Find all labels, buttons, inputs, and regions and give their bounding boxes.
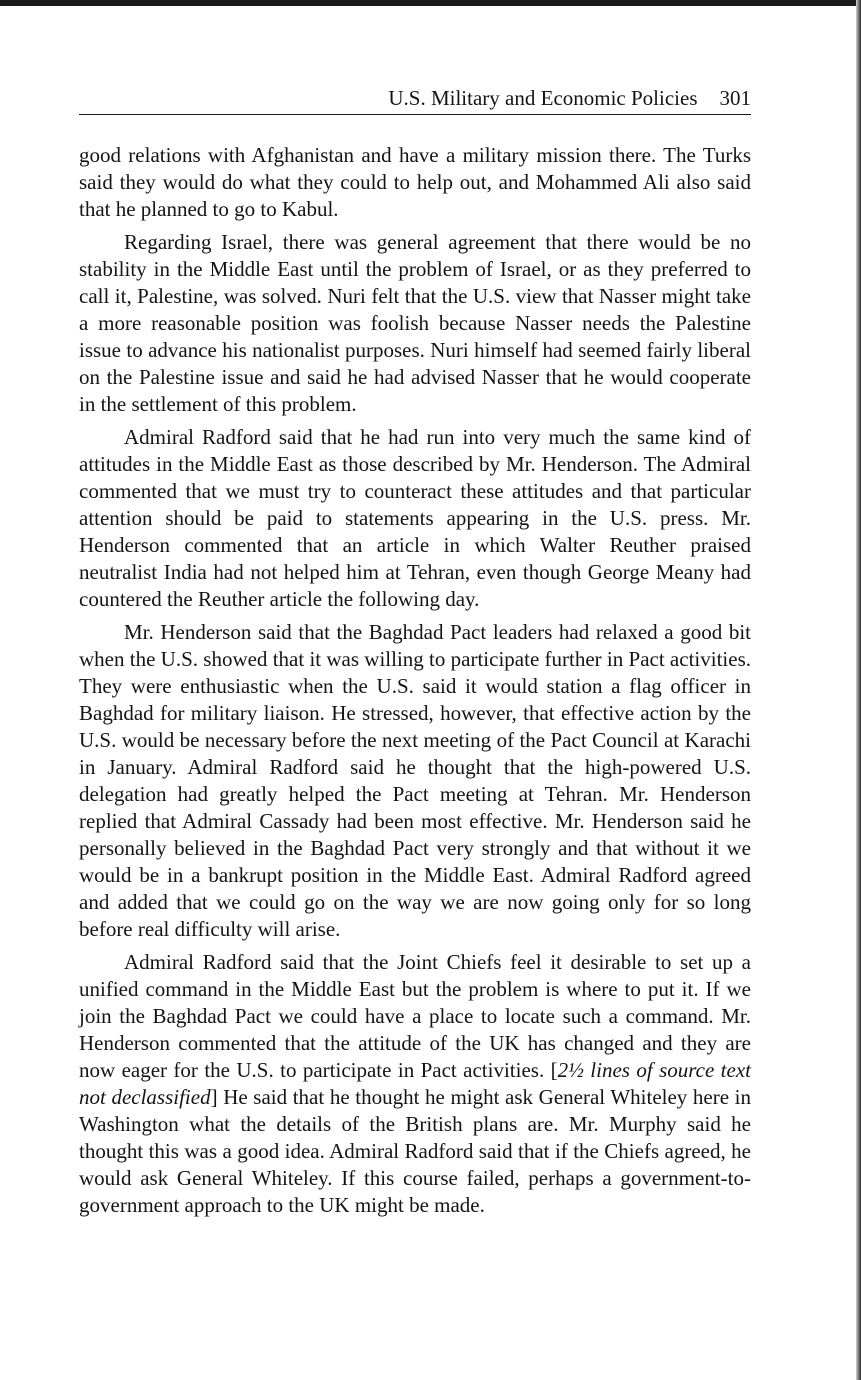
scan-border-top [0, 0, 861, 6]
paragraph-5-part-1: Admiral Radford said that the Joint Chiefs feel it desirable to set up a unified command in the Middle East but the problem is where to put it. If we join the Baghdad Pact we could have a place to locate such a command. Mr. Henderson commented that the attitude of the UK has changed and they are now eager for the U.S. to participate in Pact activities. [ [79, 950, 751, 1082]
running-header-title: U.S. Military and Economic Policies [388, 86, 698, 110]
paragraph-5-part-2: ] He said that he thought he might ask General Whiteley here in Washington what the details of the British plans are. Mr. Murphy said he thought this was a good idea. Admiral Radford said that if the Chiefs agreed, he would ask General Whiteley. If this course failed, perhaps a government-to-government approach to the UK might be made. [79, 1085, 751, 1217]
book-page [79, 84, 751, 1225]
paragraph-5 [79, 949, 751, 1219]
scan-border-right [856, 0, 861, 1380]
running-header [79, 84, 751, 115]
paragraph-4: Mr. Henderson said that the Baghdad Pact leaders had relaxed a good bit when the U.S. showed that it was willing to participate further in Pact activities. They were enthusiastic when the U.S. said it would station a flag officer in Baghdad for military liaison. He stressed, however, that effective action by the U.S. would be necessary before the next meeting of the Pact Council at Karachi in January. Admiral Radford said he thought that the high-powered U.S. delegation had greatly helped the Pact meeting at Tehran. Mr. Henderson replied that Admiral Cassady had been most effective. Mr. Henderson said he personally believed in the Baghdad Pact very strongly and that without it we would be in a bankrupt position in the Middle East. Admiral Radford agreed and added that we could go on the way we are now going only for so long before real difficulty will arise. [79, 620, 751, 941]
paragraph-1: good relations with Afghanistan and have a military mission there. The Turks said they would do what they could to help out, and Mohammed Ali also said that he planned to go to Kabul. [79, 143, 751, 221]
page-number: 301 [719, 86, 751, 110]
paragraph-2: Regarding Israel, there was general agreement that there would be no stability in the Middle East until the problem of Israel, or as they preferred to call it, Palestine, was solved. Nuri felt that the U.S. view that Nasser might take a more reasonable position was foolish because Nasser needs the Palestine issue to advance his nationalist purposes. Nuri himself had seemed fairly liberal on the Palestine issue and said he had advised Nasser that he would cooperate in the settlement of this problem. [79, 230, 751, 416]
paragraph-3: Admiral Radford said that he had run into very much the same kind of attitudes in the Middle East as those described by Mr. Henderson. The Admiral commented that we must try to counteract these attitudes and that particular attention should be paid to statements appearing in the U.S. press. Mr. Henderson commented that an article in which Walter Reuther praised neutralist India had not helped him at Tehran, even though George Meany had countered the Reuther article the following day. [79, 425, 751, 611]
body-text [79, 142, 751, 1219]
editorial-note: 2½ lines of source text not declassified [79, 1058, 751, 1109]
